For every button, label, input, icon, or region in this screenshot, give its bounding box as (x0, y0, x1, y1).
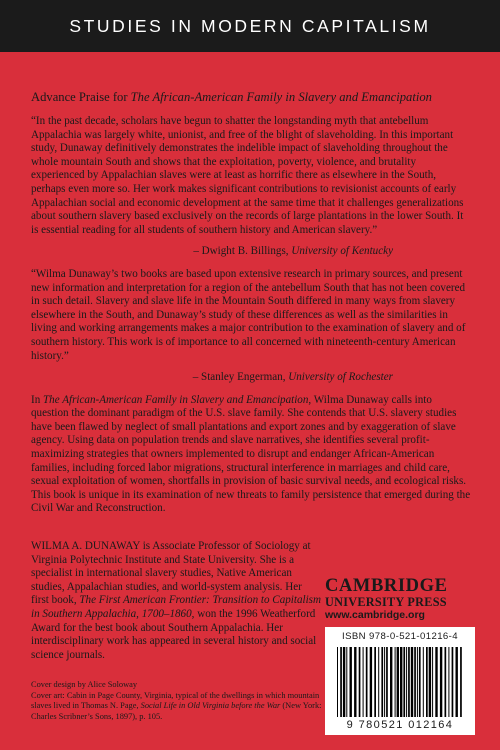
bio-rest: , won the 1996 Weatherford Award for the best book about Southern Appalachia. Her interdisciplinary work has appeared in several history and social science journals. (31, 607, 317, 661)
barcode (325, 627, 475, 735)
barcode-bar (406, 647, 407, 717)
barcode-bar (354, 647, 356, 717)
barcode-bar (346, 647, 347, 717)
publisher-logo (325, 577, 475, 622)
barcode-bar (419, 647, 421, 717)
cover-credits (31, 680, 331, 722)
back-cover-text (31, 90, 471, 524)
barcode-bar (374, 647, 376, 717)
description-intro: In (31, 393, 44, 406)
credit-art (31, 691, 331, 723)
barcode-bar (423, 647, 424, 717)
barcode-bar (452, 647, 454, 717)
praise-heading-prefix: Advance Praise for (31, 90, 131, 104)
barcode-bar (343, 647, 345, 717)
credit-art-suffix: (New York: Charles Scribner’s Sons, 1897), p. 105. (31, 701, 322, 721)
praise-heading (31, 90, 471, 105)
barcode-bar (408, 647, 410, 717)
credit-art-title: Social Life in Old Virginia before the War (140, 701, 281, 711)
barcode-bar (435, 647, 437, 717)
barcode-bar (426, 647, 428, 717)
attribution-name: – Dwight B. Billings, (193, 245, 292, 258)
series-title: STUDIES IN MODERN CAPITALISM (69, 15, 431, 36)
barcode-bar (378, 647, 379, 717)
barcode-bar (417, 647, 418, 717)
series-band (0, 0, 500, 52)
credit-design: Cover design by Alice Soloway (31, 680, 138, 689)
barcode-bar (390, 647, 392, 717)
barcode-bar (340, 647, 342, 717)
author-bio (31, 540, 321, 662)
barcode-bar (460, 647, 462, 717)
barcode-bar (456, 647, 458, 717)
barcode-bar (432, 647, 433, 717)
barcode-bar (337, 647, 338, 717)
barcode-bar (350, 647, 352, 717)
barcode-bar (359, 647, 361, 717)
barcode-bar (429, 647, 431, 717)
barcode-bar (400, 647, 402, 717)
barcode-number: 9 780521 012164 (346, 719, 454, 731)
credit-art-prefix: Cover art: Cabin in Page County, Virginia, typical of the dwellings in which mountain slaves lived in Thomas N. Page, (31, 690, 320, 711)
barcode-bar (414, 647, 416, 717)
attribution-billings (31, 245, 471, 259)
book-description (31, 394, 471, 516)
publisher-press: UNIVERSITY PRESS (325, 595, 447, 609)
isbn-label: ISBN 978-0-521-01216-4 (342, 631, 458, 642)
bio-book-title: The First American Frontier: Transition to Capitalism in Southern Appalachia, 1700–1860 (31, 594, 322, 620)
quote-billings: “In the past decade, scholars have begun to shatter the longstanding myth that antebellum Appalachia was largely white, unionist, and free of the blight of slaveholding. In this important study, Dunaway definitively demonstrates the indelible impact of slaveholding throughout the whole mountain South and shows that the exploitation, poverty, violence, and brutality experienced by Appalachian slaves were at least as horrific there as elsewhere in the South, perhaps even more so. Her work makes significant contributions to revisionist accounts of early Appalachian social and economic development at the same time that it challenges generalizations about southern slavery based exclusively on the records of large plantations in the lower South. It is essential reading for all students of southern history and American slavery.” (31, 115, 464, 236)
barcode-bar (411, 647, 413, 717)
barcode-bars (335, 647, 465, 717)
barcode-bar (384, 647, 385, 717)
quote-engerman: “Wilma Dunaway’s two books are based upon extensive research in primary sources, and present new information and interpretation for a region of the antebellum South that has not been covered in such detail. Slavery and slave life in the Mountain South differed in many ways from slavery elsewhere in the South, and Dunaway’s study of these differences as well as the similarities in living and working arrangements makes a major contribution to the examination of slavery and of southern history. This work is of importance to all concerned with nineteenth-century American history.” (31, 267, 466, 362)
barcode-bar (403, 647, 405, 717)
barcode-bar (448, 647, 449, 717)
attribution-engerman (31, 371, 471, 385)
barcode-bar (445, 647, 447, 717)
barcode-bar (395, 647, 396, 717)
barcode-bar (370, 647, 372, 717)
barcode-bar (440, 647, 442, 717)
barcode-bar (397, 647, 399, 717)
attribution-affiliation: University of Kentucky (291, 245, 393, 258)
attribution-name: – Stanley Engerman, (192, 371, 289, 384)
praise-heading-title: The African-American Family in Slavery and Emancipation (130, 90, 432, 104)
description-body: , Wilma Dunaway calls into question the dominant paradigm of the U.S. slave family. She contends that U.S. slavery studies have been flawed by neglect of small plantations and export zones and by exaggeration of slave agency. Using data on population trends and slave narratives, she identifies several profit-maximizing strategies that owners implemented to disrupt and endanger African-American families, including forced labor migrations, structural interference in marriages and child care, sexual exploitation of women, shortfalls in provision of basic survival needs, and ecological risks. This book is unique in its examination of new threats to family persistence that emerged during the Civil War and Reconstruction. (31, 393, 471, 515)
barcode-bar (363, 647, 364, 717)
barcode-bar (381, 647, 383, 717)
barcode-bar (386, 647, 388, 717)
attribution-affiliation: University of Rochester (288, 371, 393, 384)
bio-text: WILMA A. DUNAWAY is Associate Professor of Sociology at Virginia Polytechnic Institute and State University. She is a specialist in international slavery studies, Native American studies, Appalachian studies, and world-system analysis. Her first book, (31, 540, 311, 607)
publisher-name: CAMBRIDGE (325, 576, 448, 596)
barcode-bar (366, 647, 368, 717)
publisher-url: www.cambridge.org (325, 609, 425, 621)
description-book-title: The African-American Family in Slavery and Emancipation (43, 393, 309, 406)
